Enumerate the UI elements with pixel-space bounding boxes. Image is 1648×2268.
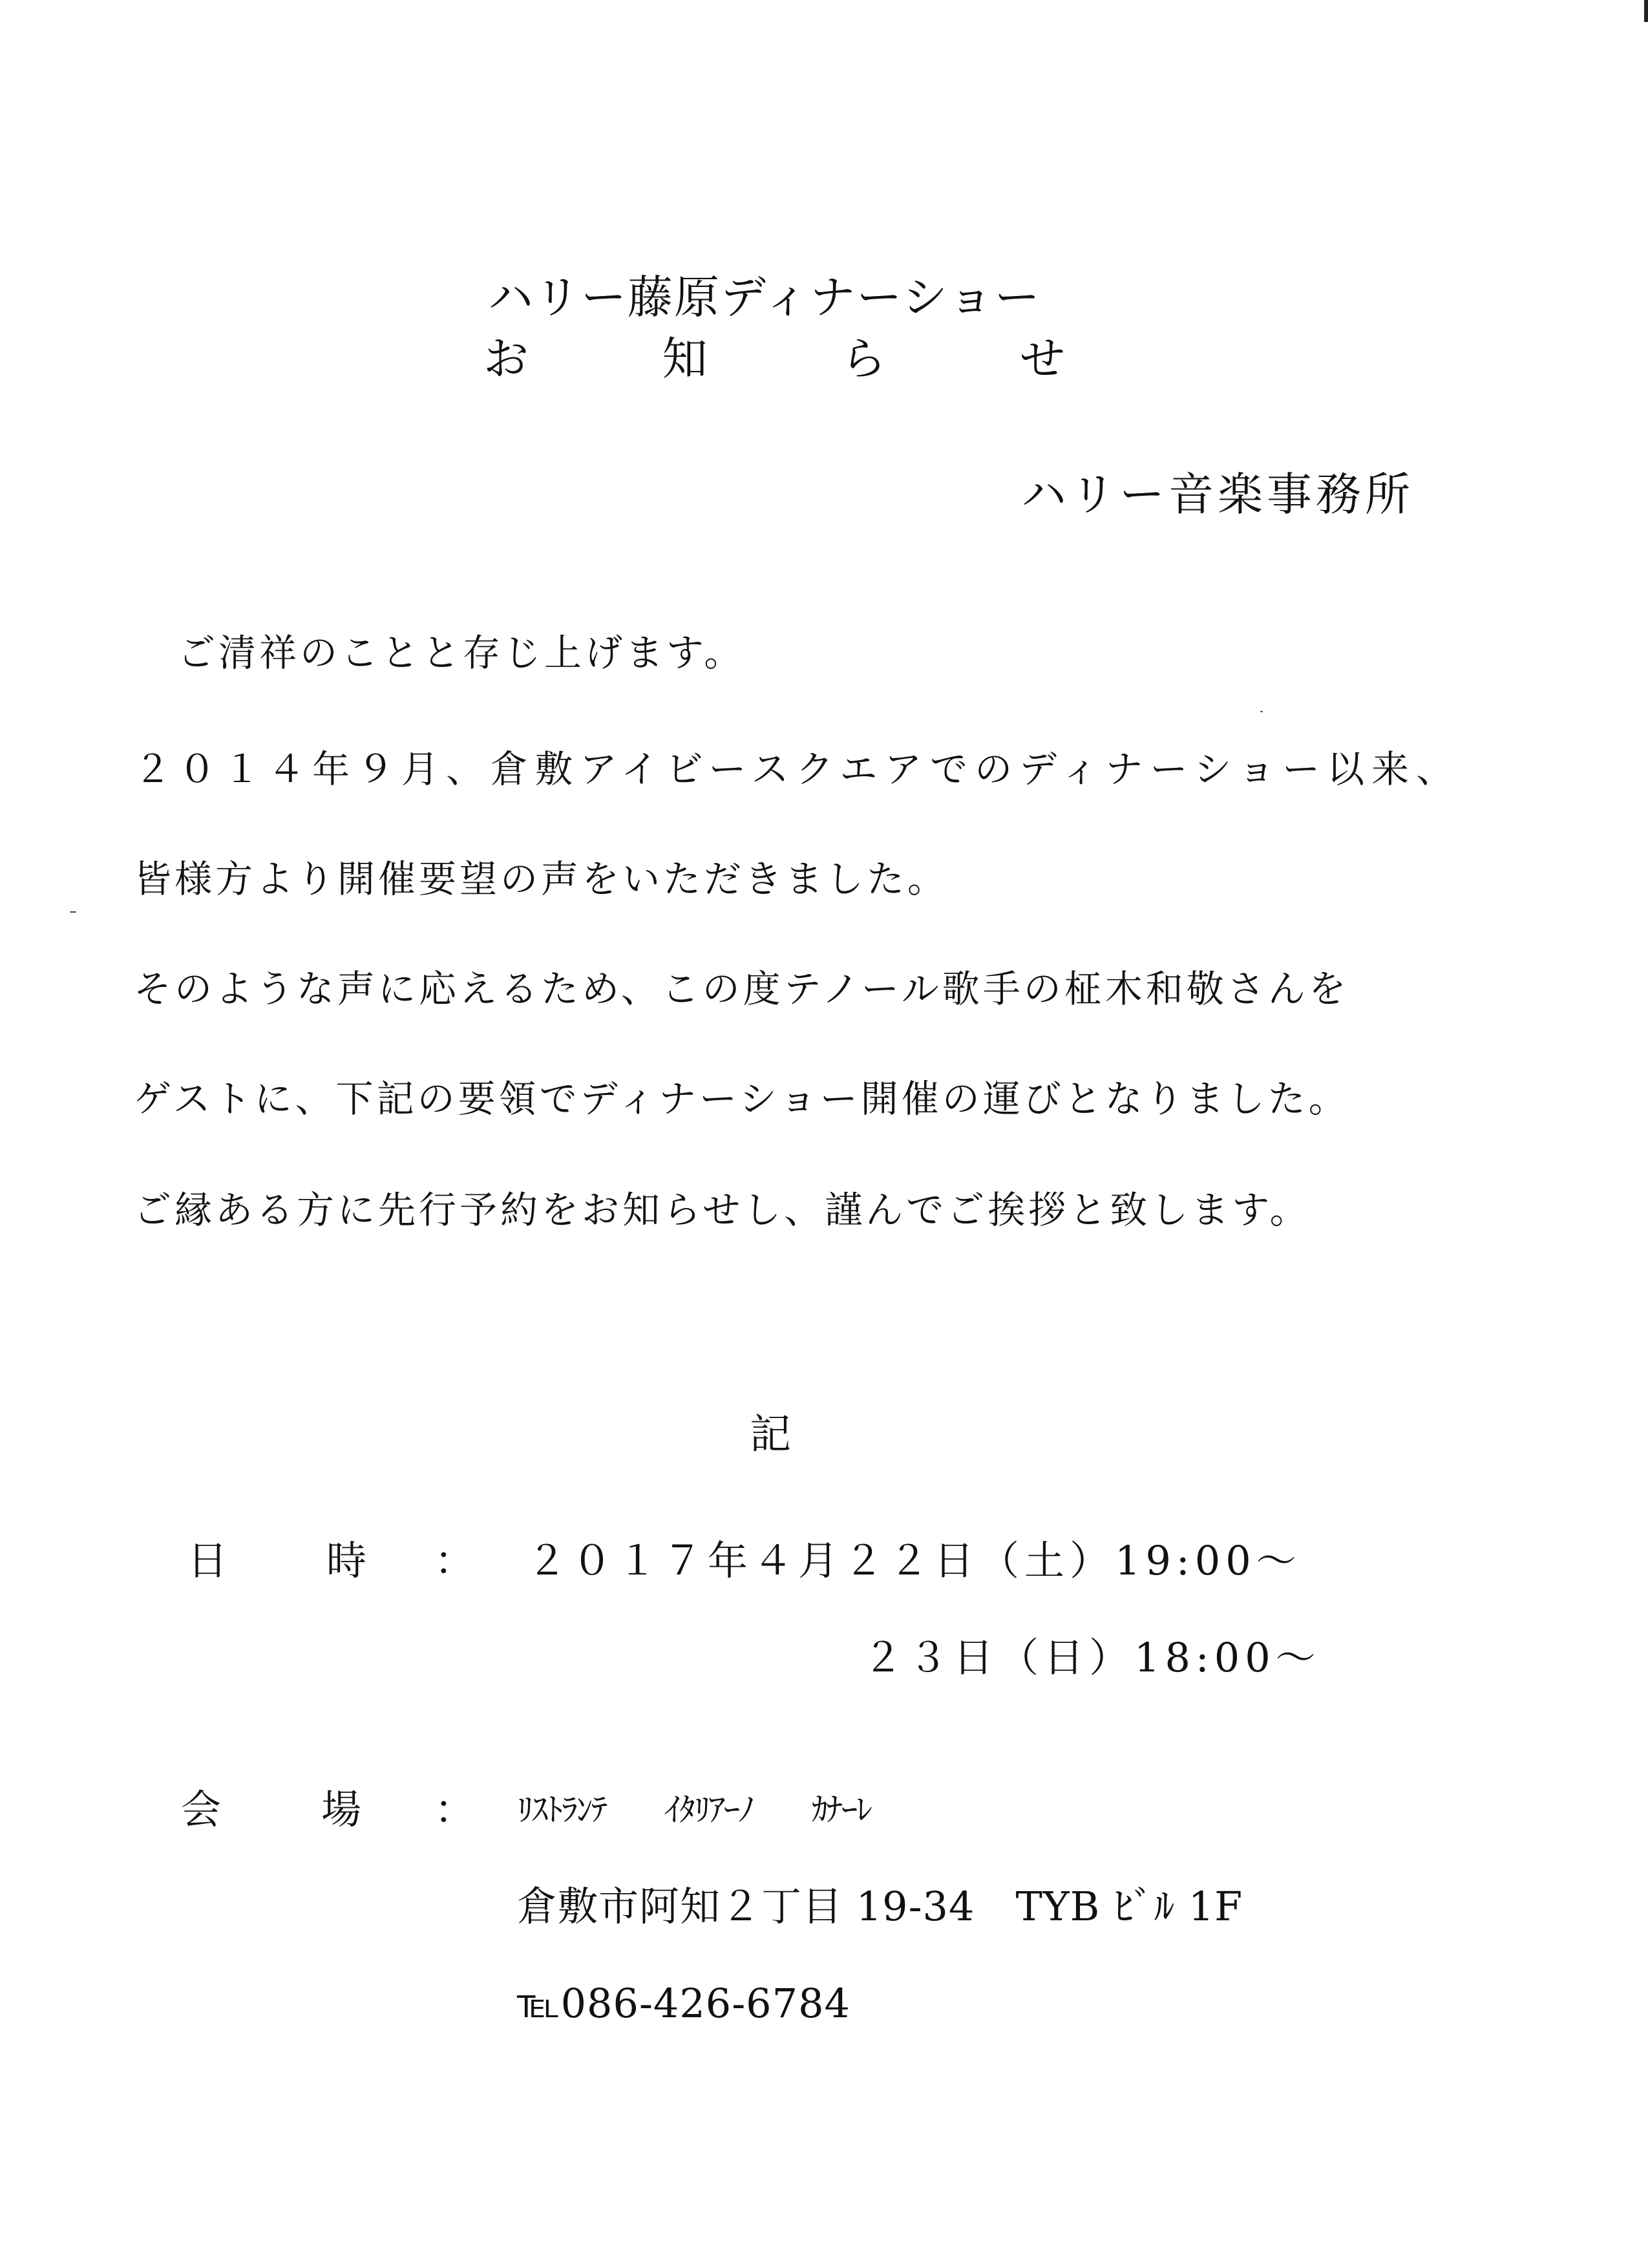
ki-heading: 記 bbox=[750, 1411, 791, 1459]
body-paragraph: 皆様方より開催要望の声をいただきました。 bbox=[134, 857, 949, 901]
scan-speck bbox=[1260, 711, 1263, 712]
venue-name-part: ｲﾀﾘｱｰﾉ bbox=[664, 1791, 754, 1828]
scan-edge-mark bbox=[1644, 0, 1648, 22]
sender-name: ハリー音楽事務所 bbox=[1021, 468, 1414, 521]
subtitle-char: せ bbox=[1019, 332, 1065, 385]
datetime-colon: ： bbox=[434, 1537, 475, 1584]
venue-name bbox=[517, 1787, 871, 1832]
body-paragraph: ご縁ある方に先行予約をお知らせし、謹んでご挨拶と致します。 bbox=[134, 1188, 1311, 1232]
scan-speck bbox=[70, 911, 76, 913]
venue-name-part: ｶﾅｰﾚ bbox=[812, 1791, 871, 1828]
document-subtitle bbox=[483, 330, 1065, 388]
document-title: ハリー藤原ディナーショー bbox=[488, 271, 1041, 324]
subtitle-char: お bbox=[483, 332, 529, 385]
datetime-line: ２０１７年４月２２日（土）19:00～ bbox=[527, 1537, 1302, 1584]
venue-colon: ： bbox=[434, 1786, 475, 1833]
body-paragraph: ２０１４年９月、倉敷アイビースクエアでのディナーショー以来、 bbox=[134, 747, 1461, 791]
subtitle-char: 知 bbox=[662, 332, 708, 385]
datetime-line: ２３日（日）18:00～ bbox=[863, 1634, 1321, 1681]
venue-name-part: ﾘｽﾄﾗﾝﾃ bbox=[517, 1791, 606, 1828]
datetime-label-char: 時 bbox=[326, 1537, 367, 1584]
body-paragraph: そのような声に応えるため、この度テノール歌手の柾木和敬さんを bbox=[134, 967, 1349, 1011]
body-paragraph: ゲストに、下記の要領でディナーショー開催の運びとなりました。 bbox=[134, 1077, 1349, 1121]
venue-address: 倉敷市阿知２丁目 19-34 TYB ﾋﾞﾙ 1F bbox=[517, 1883, 1243, 1930]
venue-phone: ℡086-426-6784 bbox=[517, 1980, 850, 2027]
datetime-label-char: 日 bbox=[187, 1537, 228, 1584]
body-paragraph: ご清祥のことと存じ上げます。 bbox=[178, 631, 745, 675]
subtitle-char: ら bbox=[841, 332, 887, 385]
venue-label-char: 場 bbox=[321, 1786, 362, 1833]
venue-label-char: 会 bbox=[181, 1786, 222, 1833]
